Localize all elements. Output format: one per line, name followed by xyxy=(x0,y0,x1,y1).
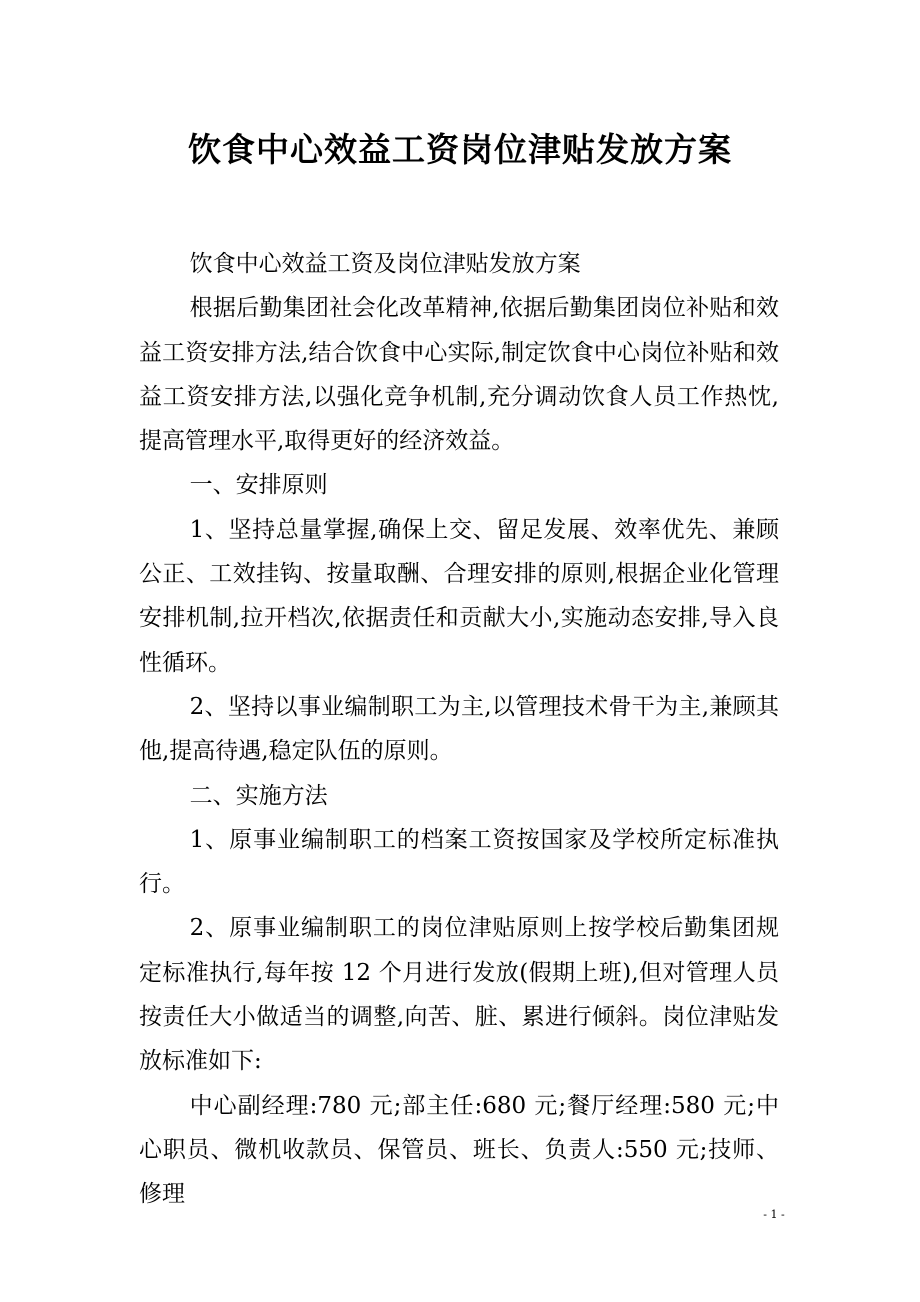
paragraph-principle-2: 2、坚持以事业编制职工为主,以管理技术骨干为主,兼顾其他,提高待遇,稳定队伍的原则。 xyxy=(139,693,779,765)
paragraph-method-2: 2、原事业编制职工的岗位津贴原则上按学校后勤集团规定标准执行,每年按 12 个月进行发放(假期上班),但对管理人员按责任大小做适当的调整,向苦、脏、累进行倾斜。岗位津贴发放标准如下: xyxy=(139,915,779,1075)
paragraph-intro: 根据后勤集团社会化改革精神,依据后勤集团岗位补贴和效益工资安排方法,结合饮食中心实际,制定饮食中心岗位补贴和效益工资安排方法,以强化竞争机制,充分调动饮食人员工作热忱,提高管理水平,取得更好的经济效益。 xyxy=(139,295,779,455)
paragraph-method-1: 1、原事业编制职工的档案工资按国家及学校所定标准执行。 xyxy=(139,826,779,898)
paragraph-subtitle: 饮食中心效益工资及岗位津贴发放方案 xyxy=(189,251,581,277)
section-heading-methods: 二、实施方法 xyxy=(189,782,328,809)
paragraph-allowance-standards: 中心副经理:780 元;部主任:680 元;餐厅经理:580 元;中心职员、微机收款员、保管员、班长、负责人:550 元;技师、修理 xyxy=(139,1092,779,1208)
page-number: - 1 - xyxy=(763,1208,785,1221)
document-body xyxy=(139,242,779,1217)
document-title: 饮食中心效益工资岗位津贴发放方案 xyxy=(188,130,732,169)
paragraph-principle-1: 1、坚持总量掌握,确保上交、留足发展、效率优先、兼顾公正、工效挂钩、按量取酬、合理安排的原则,根据企业化管理安排机制,拉开档次,依据责任和贡献大小,实施动态安排,导入良性循环。 xyxy=(139,516,779,676)
section-heading-principles: 一、安排原则 xyxy=(189,472,328,499)
